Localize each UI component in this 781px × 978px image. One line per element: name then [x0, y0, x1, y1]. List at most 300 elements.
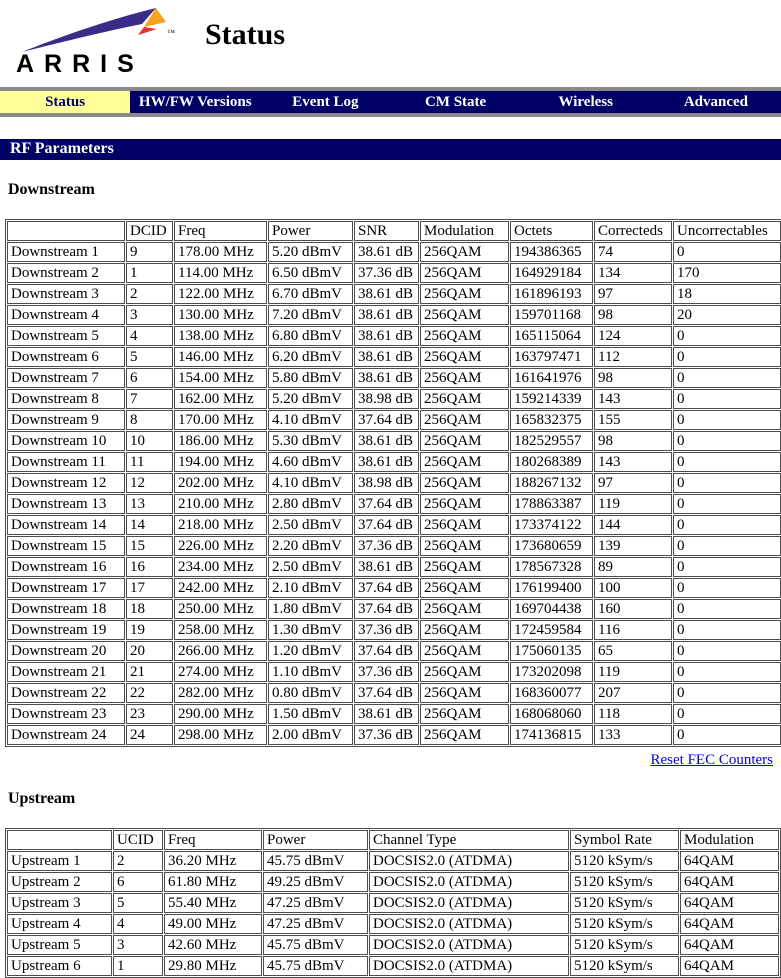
downstream-cell: 38.61 dB — [354, 284, 419, 304]
downstream-cell: 13 — [126, 494, 173, 514]
downstream-cell: 38.61 dB — [354, 347, 419, 367]
downstream-cell: 2.50 dBmV — [268, 557, 353, 577]
downstream-cell: 0 — [673, 557, 781, 577]
downstream-cell: 1.80 dBmV — [268, 599, 353, 619]
upstream-cell: 47.25 dBmV — [263, 893, 368, 913]
downstream-cell: 170 — [673, 263, 781, 283]
downstream-cell: 138.00 MHz — [174, 326, 267, 346]
downstream-column-header: Uncorrectables — [673, 221, 781, 241]
upstream-cell: Upstream 6 — [7, 956, 112, 976]
downstream-cell: 124 — [594, 326, 672, 346]
downstream-cell: 5.20 dBmV — [268, 389, 353, 409]
downstream-cell: Downstream 9 — [7, 410, 125, 430]
downstream-cell: 20 — [673, 305, 781, 325]
downstream-heading: Downstream — [8, 181, 95, 198]
upstream-cell: 55.40 MHz — [164, 893, 262, 913]
downstream-cell: 37.64 dB — [354, 515, 419, 535]
downstream-cell: 38.61 dB — [354, 242, 419, 262]
downstream-row — [7, 326, 781, 346]
downstream-cell: 38.98 dB — [354, 389, 419, 409]
downstream-cell: 256QAM — [420, 683, 509, 703]
downstream-cell: 4.10 dBmV — [268, 410, 353, 430]
downstream-cell: 180268389 — [510, 452, 593, 472]
downstream-cell: 38.98 dB — [354, 473, 419, 493]
downstream-cell: 4.10 dBmV — [268, 473, 353, 493]
downstream-cell: 38.61 dB — [354, 704, 419, 724]
downstream-cell: 89 — [594, 557, 672, 577]
downstream-cell: Downstream 8 — [7, 389, 125, 409]
upstream-header-row — [7, 830, 779, 850]
downstream-cell: 100 — [594, 578, 672, 598]
upstream-cell: DOCSIS2.0 (ATDMA) — [369, 956, 569, 976]
downstream-cell: 37.64 dB — [354, 683, 419, 703]
downstream-cell: 242.00 MHz — [174, 578, 267, 598]
downstream-cell: 256QAM — [420, 284, 509, 304]
downstream-cell: Downstream 23 — [7, 704, 125, 724]
downstream-header-row — [7, 221, 781, 241]
downstream-cell: 169704438 — [510, 599, 593, 619]
upstream-cell: DOCSIS2.0 (ATDMA) — [369, 935, 569, 955]
downstream-row — [7, 347, 781, 367]
upstream-cell: 45.75 dBmV — [263, 935, 368, 955]
downstream-cell: 218.00 MHz — [174, 515, 267, 535]
downstream-cell: 37.36 dB — [354, 725, 419, 745]
downstream-column-header: DCID — [126, 221, 173, 241]
downstream-cell: 0 — [673, 473, 781, 493]
downstream-cell: 298.00 MHz — [174, 725, 267, 745]
upstream-cell: 64QAM — [680, 893, 779, 913]
upstream-column-header: Modulation — [680, 830, 779, 850]
downstream-cell: 274.00 MHz — [174, 662, 267, 682]
downstream-cell: 0 — [673, 515, 781, 535]
downstream-cell: 17 — [126, 578, 173, 598]
downstream-row — [7, 410, 781, 430]
upstream-cell: 5120 kSym/s — [570, 914, 679, 934]
downstream-column-header — [7, 221, 125, 241]
downstream-cell: 2.20 dBmV — [268, 536, 353, 556]
downstream-cell: 256QAM — [420, 578, 509, 598]
downstream-row — [7, 389, 781, 409]
downstream-row — [7, 620, 781, 640]
downstream-cell: 0 — [673, 662, 781, 682]
downstream-cell: 65 — [594, 641, 672, 661]
downstream-cell: 74 — [594, 242, 672, 262]
upstream-cell: 49.00 MHz — [164, 914, 262, 934]
upstream-column-header: Symbol Rate — [570, 830, 679, 850]
upstream-cell: 4 — [113, 914, 163, 934]
upstream-cell: 47.25 dBmV — [263, 914, 368, 934]
downstream-cell: 10 — [126, 431, 173, 451]
downstream-cell: 256QAM — [420, 452, 509, 472]
downstream-cell: 37.36 dB — [354, 536, 419, 556]
downstream-cell: Downstream 20 — [7, 641, 125, 661]
upstream-row — [7, 935, 779, 955]
downstream-cell: 256QAM — [420, 641, 509, 661]
downstream-row — [7, 704, 781, 724]
downstream-cell: 5.20 dBmV — [268, 242, 353, 262]
downstream-cell: 202.00 MHz — [174, 473, 267, 493]
upstream-cell: 45.75 dBmV — [263, 956, 368, 976]
page-title: Status — [205, 18, 286, 51]
downstream-cell: Downstream 14 — [7, 515, 125, 535]
downstream-cell: 38.61 dB — [354, 305, 419, 325]
downstream-cell: 178.00 MHz — [174, 242, 267, 262]
downstream-cell: Downstream 16 — [7, 557, 125, 577]
downstream-cell: 98 — [594, 368, 672, 388]
downstream-row — [7, 662, 781, 682]
upstream-cell: 5120 kSym/s — [570, 893, 679, 913]
downstream-cell: 130.00 MHz — [174, 305, 267, 325]
upstream-cell: 45.75 dBmV — [263, 851, 368, 871]
downstream-row — [7, 452, 781, 472]
downstream-cell: Downstream 22 — [7, 683, 125, 703]
downstream-cell: 256QAM — [420, 494, 509, 514]
downstream-cell: 38.61 dB — [354, 326, 419, 346]
downstream-cell: Downstream 21 — [7, 662, 125, 682]
downstream-cell: 37.36 dB — [354, 620, 419, 640]
upstream-column-header: Freq — [164, 830, 262, 850]
upstream-cell: DOCSIS2.0 (ATDMA) — [369, 851, 569, 871]
upstream-cell: 3 — [113, 935, 163, 955]
downstream-cell: 175060135 — [510, 641, 593, 661]
upstream-cell: 64QAM — [680, 851, 779, 871]
downstream-cell: 282.00 MHz — [174, 683, 267, 703]
upstream-cell: 42.60 MHz — [164, 935, 262, 955]
downstream-cell: Downstream 24 — [7, 725, 125, 745]
downstream-cell: 0 — [673, 620, 781, 640]
upstream-cell: 5 — [113, 893, 163, 913]
nav-tab-status[interactable]: Status — [0, 91, 130, 113]
downstream-cell: 6.70 dBmV — [268, 284, 353, 304]
downstream-cell: 0 — [673, 641, 781, 661]
downstream-cell: 173374122 — [510, 515, 593, 535]
downstream-cell: 256QAM — [420, 620, 509, 640]
downstream-cell: 9 — [126, 242, 173, 262]
downstream-cell: 1.10 dBmV — [268, 662, 353, 682]
upstream-cell: 64QAM — [680, 914, 779, 934]
upstream-cell: 1 — [113, 956, 163, 976]
downstream-cell: 164929184 — [510, 263, 593, 283]
downstream-cell: 1.30 dBmV — [268, 620, 353, 640]
downstream-cell: 18 — [673, 284, 781, 304]
downstream-cell: 173680659 — [510, 536, 593, 556]
downstream-cell: 234.00 MHz — [174, 557, 267, 577]
downstream-cell: 0 — [673, 494, 781, 514]
downstream-cell: 250.00 MHz — [174, 599, 267, 619]
downstream-cell: 0.80 dBmV — [268, 683, 353, 703]
upstream-column-header: Power — [263, 830, 368, 850]
downstream-cell: 194.00 MHz — [174, 452, 267, 472]
upstream-heading: Upstream — [8, 790, 76, 807]
upstream-cell: 5120 kSym/s — [570, 851, 679, 871]
downstream-cell: 256QAM — [420, 515, 509, 535]
downstream-cell: 38.61 dB — [354, 431, 419, 451]
downstream-cell: 256QAM — [420, 242, 509, 262]
downstream-cell: 161641976 — [510, 368, 593, 388]
downstream-cell: 0 — [673, 704, 781, 724]
downstream-cell: 19 — [126, 620, 173, 640]
downstream-cell: 6 — [126, 368, 173, 388]
downstream-cell: Downstream 3 — [7, 284, 125, 304]
downstream-cell: 0 — [673, 599, 781, 619]
downstream-cell: 5.30 dBmV — [268, 431, 353, 451]
downstream-cell: 37.64 dB — [354, 641, 419, 661]
downstream-cell: 0 — [673, 536, 781, 556]
upstream-cell: 5120 kSym/s — [570, 872, 679, 892]
downstream-cell: Downstream 6 — [7, 347, 125, 367]
downstream-column-header: SNR — [354, 221, 419, 241]
upstream-cell: DOCSIS2.0 (ATDMA) — [369, 872, 569, 892]
downstream-row — [7, 683, 781, 703]
downstream-row — [7, 515, 781, 535]
downstream-cell: 38.61 dB — [354, 452, 419, 472]
downstream-cell: 176199400 — [510, 578, 593, 598]
downstream-cell: 122.00 MHz — [174, 284, 267, 304]
downstream-cell: 112 — [594, 347, 672, 367]
downstream-cell: 256QAM — [420, 431, 509, 451]
upstream-column-header: UCID — [113, 830, 163, 850]
downstream-cell: 159214339 — [510, 389, 593, 409]
downstream-cell: 2.00 dBmV — [268, 725, 353, 745]
nav-tab-wireless[interactable]: Wireless — [558, 93, 613, 110]
downstream-cell: 119 — [594, 494, 672, 514]
main-navbar — [0, 87, 781, 117]
downstream-cell: Downstream 12 — [7, 473, 125, 493]
downstream-cell: 97 — [594, 284, 672, 304]
downstream-column-header: Modulation — [420, 221, 509, 241]
upstream-cell: 6 — [113, 872, 163, 892]
downstream-cell: 97 — [594, 473, 672, 493]
downstream-cell: 256QAM — [420, 662, 509, 682]
downstream-cell: 119 — [594, 662, 672, 682]
downstream-cell: 4.60 dBmV — [268, 452, 353, 472]
downstream-cell: 154.00 MHz — [174, 368, 267, 388]
downstream-cell: 0 — [673, 725, 781, 745]
downstream-cell: Downstream 17 — [7, 578, 125, 598]
downstream-row — [7, 641, 781, 661]
downstream-cell: 290.00 MHz — [174, 704, 267, 724]
downstream-cell: Downstream 11 — [7, 452, 125, 472]
downstream-cell: 194386365 — [510, 242, 593, 262]
downstream-cell: 172459584 — [510, 620, 593, 640]
upstream-cell: DOCSIS2.0 (ATDMA) — [369, 893, 569, 913]
downstream-column-header: Power — [268, 221, 353, 241]
downstream-table — [5, 219, 781, 747]
downstream-row — [7, 473, 781, 493]
nav-tab-cm-state[interactable]: CM State — [424, 93, 487, 110]
downstream-cell: Downstream 13 — [7, 494, 125, 514]
downstream-cell: 146.00 MHz — [174, 347, 267, 367]
upstream-column-header: Channel Type — [369, 830, 569, 850]
downstream-cell: 16 — [126, 557, 173, 577]
downstream-cell: 6.80 dBmV — [268, 326, 353, 346]
upstream-cell: 64QAM — [680, 956, 779, 976]
arris-logo — [14, 6, 179, 80]
downstream-cell: 134 — [594, 263, 672, 283]
downstream-cell: 20 — [126, 641, 173, 661]
downstream-row — [7, 431, 781, 451]
downstream-row — [7, 494, 781, 514]
downstream-cell: 188267132 — [510, 473, 593, 493]
downstream-cell: 258.00 MHz — [174, 620, 267, 640]
downstream-cell: 7.20 dBmV — [268, 305, 353, 325]
downstream-cell: 256QAM — [420, 599, 509, 619]
downstream-cell: 165832375 — [510, 410, 593, 430]
downstream-cell: 18 — [126, 599, 173, 619]
downstream-cell: Downstream 18 — [7, 599, 125, 619]
downstream-cell: Downstream 10 — [7, 431, 125, 451]
nav-tab-advanced[interactable]: Advanced — [683, 93, 748, 110]
downstream-cell: 0 — [673, 389, 781, 409]
downstream-cell: 165115064 — [510, 326, 593, 346]
downstream-cell: Downstream 4 — [7, 305, 125, 325]
downstream-cell: 256QAM — [420, 326, 509, 346]
downstream-cell: Downstream 1 — [7, 242, 125, 262]
upstream-row — [7, 956, 779, 976]
downstream-cell: 143 — [594, 389, 672, 409]
downstream-cell: 210.00 MHz — [174, 494, 267, 514]
downstream-cell: 163797471 — [510, 347, 593, 367]
downstream-row — [7, 557, 781, 577]
downstream-cell: 160 — [594, 599, 672, 619]
downstream-cell: 3 — [126, 305, 173, 325]
downstream-cell: 139 — [594, 536, 672, 556]
downstream-cell: 256QAM — [420, 389, 509, 409]
downstream-cell: 168068060 — [510, 704, 593, 724]
downstream-cell: 38.61 dB — [354, 557, 419, 577]
downstream-cell: 256QAM — [420, 410, 509, 430]
downstream-cell: 37.64 dB — [354, 578, 419, 598]
upstream-cell: 29.80 MHz — [164, 956, 262, 976]
rf-parameters-section-bar: RF Parameters — [0, 139, 781, 160]
downstream-cell: Downstream 5 — [7, 326, 125, 346]
reset-fec-counters-link[interactable]: Reset FEC Counters — [650, 752, 773, 768]
downstream-cell: 256QAM — [420, 557, 509, 577]
downstream-cell: 37.64 dB — [354, 494, 419, 514]
arris-brand-text: ARRIS — [16, 50, 144, 78]
downstream-cell: Downstream 2 — [7, 263, 125, 283]
downstream-cell: 2 — [126, 284, 173, 304]
downstream-row — [7, 536, 781, 556]
downstream-cell: 226.00 MHz — [174, 536, 267, 556]
downstream-cell: 256QAM — [420, 536, 509, 556]
downstream-cell: 0 — [673, 431, 781, 451]
upstream-cell: 36.20 MHz — [164, 851, 262, 871]
downstream-column-header: Correcteds — [594, 221, 672, 241]
downstream-cell: Downstream 15 — [7, 536, 125, 556]
downstream-cell: 15 — [126, 536, 173, 556]
upstream-cell: 64QAM — [680, 935, 779, 955]
downstream-cell: 182529557 — [510, 431, 593, 451]
downstream-cell: 1 — [126, 263, 173, 283]
downstream-cell: 256QAM — [420, 263, 509, 283]
upstream-row — [7, 893, 779, 913]
downstream-cell: 37.36 dB — [354, 263, 419, 283]
downstream-cell: 23 — [126, 704, 173, 724]
upstream-cell: Upstream 3 — [7, 893, 112, 913]
downstream-cell: 114.00 MHz — [174, 263, 267, 283]
downstream-cell: 2.80 dBmV — [268, 494, 353, 514]
downstream-cell: Downstream 19 — [7, 620, 125, 640]
downstream-cell: 37.36 dB — [354, 662, 419, 682]
nav-tab-hw-fw-versions[interactable]: HW/FW Versions — [138, 93, 252, 110]
trademark-mark: ™ — [167, 28, 175, 37]
downstream-cell: 98 — [594, 305, 672, 325]
downstream-cell: 143 — [594, 452, 672, 472]
downstream-cell: 178567328 — [510, 557, 593, 577]
upstream-row — [7, 851, 779, 871]
downstream-cell: 37.64 dB — [354, 410, 419, 430]
nav-tab-event-log[interactable]: Event Log — [292, 93, 359, 110]
downstream-cell: 144 — [594, 515, 672, 535]
downstream-cell: 207 — [594, 683, 672, 703]
upstream-cell: Upstream 2 — [7, 872, 112, 892]
upstream-cell: 5120 kSym/s — [570, 956, 679, 976]
upstream-column-header — [7, 830, 112, 850]
upstream-cell: 64QAM — [680, 872, 779, 892]
downstream-cell: 8 — [126, 410, 173, 430]
downstream-row — [7, 284, 781, 304]
downstream-cell: 24 — [126, 725, 173, 745]
downstream-cell: 256QAM — [420, 473, 509, 493]
downstream-row — [7, 368, 781, 388]
downstream-cell: 14 — [126, 515, 173, 535]
downstream-cell: 168360077 — [510, 683, 593, 703]
link-row — [0, 752, 773, 769]
downstream-cell: 4 — [126, 326, 173, 346]
downstream-cell: 98 — [594, 431, 672, 451]
downstream-cell: 2.10 dBmV — [268, 578, 353, 598]
downstream-cell: 0 — [673, 326, 781, 346]
page-header — [0, 0, 781, 87]
downstream-row — [7, 263, 781, 283]
downstream-cell: 256QAM — [420, 725, 509, 745]
upstream-cell: Upstream 1 — [7, 851, 112, 871]
downstream-cell: Downstream 7 — [7, 368, 125, 388]
upstream-cell: DOCSIS2.0 (ATDMA) — [369, 914, 569, 934]
upstream-cell: 2 — [113, 851, 163, 871]
downstream-cell: 178863387 — [510, 494, 593, 514]
downstream-cell: 116 — [594, 620, 672, 640]
downstream-cell: 118 — [594, 704, 672, 724]
downstream-row — [7, 305, 781, 325]
downstream-cell: 173202098 — [510, 662, 593, 682]
downstream-cell: 0 — [673, 683, 781, 703]
downstream-cell: 174136815 — [510, 725, 593, 745]
downstream-cell: 170.00 MHz — [174, 410, 267, 430]
downstream-cell: 2.50 dBmV — [268, 515, 353, 535]
downstream-cell: 133 — [594, 725, 672, 745]
downstream-cell: 6.50 dBmV — [268, 263, 353, 283]
upstream-row — [7, 914, 779, 934]
downstream-cell: 22 — [126, 683, 173, 703]
downstream-cell: 1.20 dBmV — [268, 641, 353, 661]
downstream-cell: 0 — [673, 242, 781, 262]
downstream-cell: 12 — [126, 473, 173, 493]
upstream-cell: Upstream 5 — [7, 935, 112, 955]
downstream-cell: 162.00 MHz — [174, 389, 267, 409]
downstream-cell: 0 — [673, 578, 781, 598]
downstream-cell: 38.61 dB — [354, 368, 419, 388]
downstream-column-header: Octets — [510, 221, 593, 241]
downstream-cell: 0 — [673, 452, 781, 472]
upstream-cell: 61.80 MHz — [164, 872, 262, 892]
downstream-cell: 0 — [673, 368, 781, 388]
downstream-cell: 256QAM — [420, 305, 509, 325]
downstream-cell: 0 — [673, 410, 781, 430]
upstream-row — [7, 872, 779, 892]
downstream-cell: 0 — [673, 347, 781, 367]
